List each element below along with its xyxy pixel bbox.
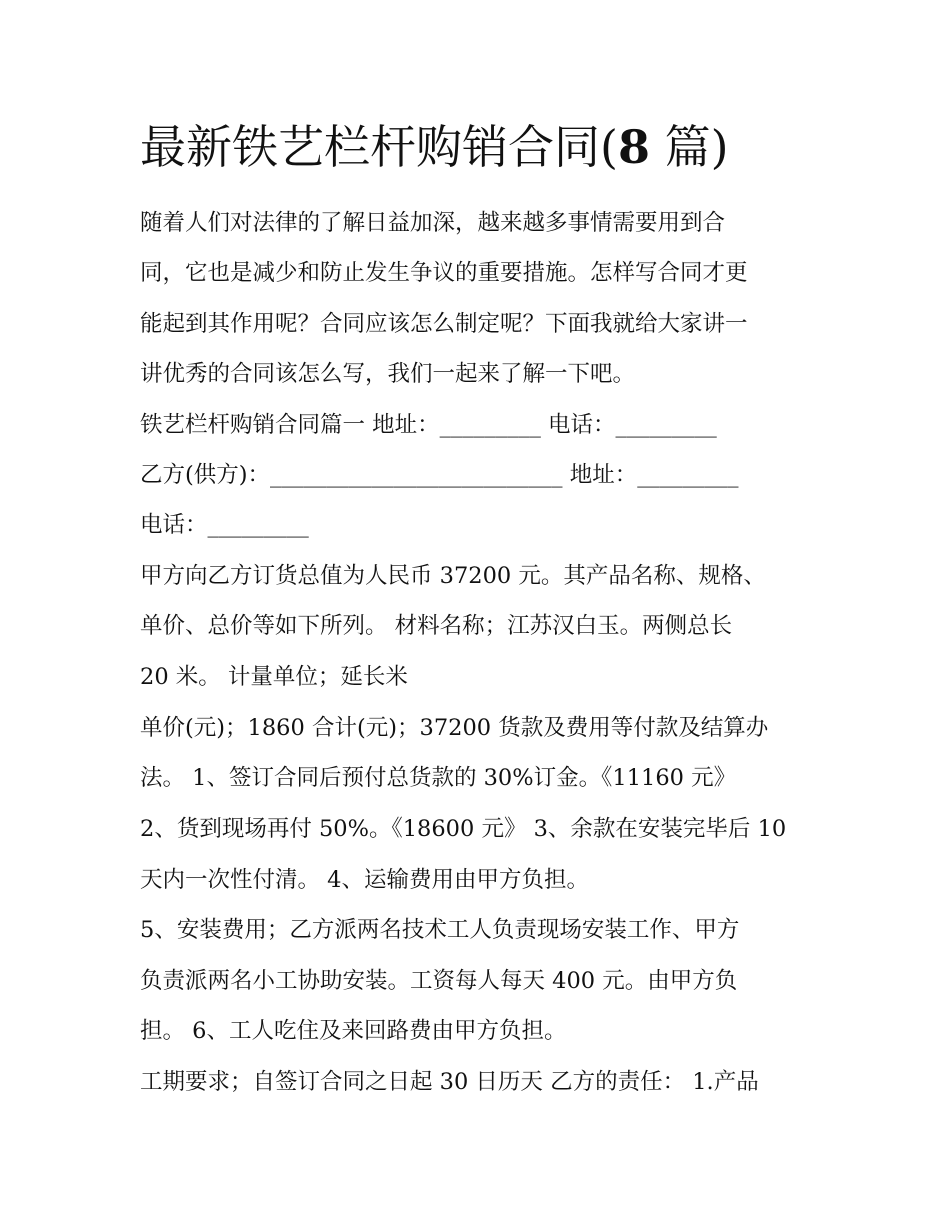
paragraph-line: 担。 6、工人吃住及来回路费由甲方负担。 <box>140 1018 567 1044</box>
paragraph-line: 20 米。 计量单位；延长米 <box>140 664 408 690</box>
paragraph-line: 能起到其作用呢？合同应该怎么制定呢？下面我就给大家讲一 <box>140 311 748 337</box>
paragraph-line: 乙方(供方)：__________________________ 地址：_________ <box>140 462 739 488</box>
paragraph-line: 单价、总价等如下所列。 材料名称；江苏汉白玉。两侧总长 <box>140 613 733 639</box>
paragraph-line: 铁艺栏杆购销合同篇一 地址：_________ 电话：_________ <box>140 412 717 438</box>
paragraph-line: 甲方向乙方订货总值为人民币 37200 元。其产品名称、规格、 <box>140 563 766 589</box>
title-end: 篇) <box>649 120 729 174</box>
paragraph-line: 讲优秀的合同该怎么写，我们一起来了解一下吧。 <box>140 361 636 387</box>
paragraph-line: 天内一次性付清。 4、运输费用由甲方负担。 <box>140 867 589 893</box>
paragraph-line: 2、货到现场再付 50%。《18600 元》 3、余款在安装完毕后 10 <box>140 816 787 842</box>
paragraph-line: 电话：_________ <box>140 512 309 538</box>
document-title <box>140 116 729 178</box>
title-text: 最新铁艺栏杆购销合同( <box>140 120 618 174</box>
paragraph-line: 同，它也是减少和防止发生争议的重要措施。怎样写合同才更 <box>140 260 748 286</box>
paragraph-line: 5、安装费用；乙方派两名技术工人负责现场安装工作、甲方 <box>140 917 740 943</box>
paragraph-line: 法。 1、签订合同后预付总货款的 30%订金。《11160 元》 <box>140 765 737 791</box>
paragraph-line: 负责派两名小工协助安装。工资每人每天 400 元。由甲方负 <box>140 968 738 994</box>
paragraph-line: 随着人们对法律的了解日益加深，越来越多事情需要用到合 <box>140 210 726 236</box>
paragraph-line: 工期要求；自签订合同之日起 30 日历天 乙方的责任： 1.产品 <box>140 1069 759 1095</box>
title-number: 8 <box>617 120 650 174</box>
paragraph-line: 单价(元)；1860 合计(元)；37200 货款及费用等付款及结算办 <box>140 715 769 741</box>
